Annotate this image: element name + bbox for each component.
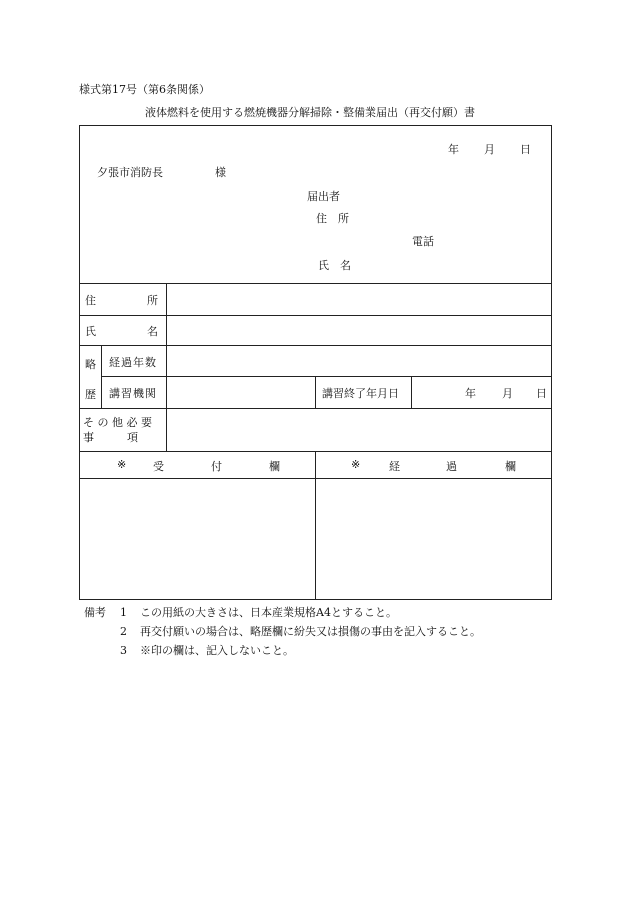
- row-divider: [80, 345, 551, 346]
- row-divider: [101, 376, 551, 377]
- notes: [84, 603, 481, 660]
- application-form: [79, 125, 552, 600]
- applicant-label: 届出者: [307, 190, 340, 203]
- addressee: 夕張市消防長: [97, 166, 163, 179]
- reception-char-1: 受: [153, 460, 164, 473]
- progress-char-3: 欄: [505, 460, 516, 473]
- training-end-date-label: 講習終了年月日: [322, 387, 399, 400]
- note-text: 再交付願いの場合は、略歴欄に紛失又は損傷の事由を記入すること。: [140, 625, 481, 638]
- applicant-address-label: 住 所: [316, 212, 349, 225]
- other-label-line1: そ の 他 必 要: [83, 416, 152, 429]
- date-month-label: 月: [484, 143, 495, 156]
- note-text: この用紙の大きさは、日本産業規格A4とすること。: [140, 606, 397, 619]
- name-label-first: 氏: [85, 325, 96, 338]
- note-text: ※印の欄は、記入しないこと。: [140, 644, 294, 657]
- form-title: 液体燃料を使用する燃焼機器分解掃除・整備業届出（再交付願）書: [145, 106, 475, 119]
- date-year-label: 年: [448, 143, 459, 156]
- history-label-first: 略: [85, 358, 96, 371]
- reception-char-3: 欄: [269, 460, 280, 473]
- training-end-month-label: 月: [502, 387, 513, 400]
- address-label-first: 住: [85, 294, 96, 307]
- applicant-phone-label: 電話: [412, 235, 434, 248]
- reception-char-2: 付: [211, 460, 222, 473]
- row-divider: [80, 315, 551, 316]
- other-label-line2: 事 項: [83, 431, 138, 444]
- address-label-second: 所: [147, 294, 158, 307]
- name-label-second: 名: [147, 325, 158, 338]
- note-number: 2: [120, 625, 127, 638]
- column-divider: [315, 376, 316, 408]
- progress-char-2: 過: [446, 460, 457, 473]
- column-divider: [411, 376, 412, 408]
- date-day-label: 日: [520, 143, 531, 156]
- note-item: [84, 603, 481, 622]
- progress-char-1: 経: [389, 460, 400, 473]
- applicant-name-label: 氏 名: [318, 259, 351, 272]
- training-end-year-label: 年: [465, 387, 476, 400]
- addressee-suffix: 様: [215, 166, 226, 179]
- row-divider: [80, 283, 551, 284]
- form-number: 様式第17号（第6条関係）: [79, 83, 210, 96]
- reception-mark: ※: [117, 458, 127, 471]
- years-elapsed-label: 経過年数: [109, 356, 157, 369]
- training-institution-label: 講習機関: [109, 387, 157, 400]
- row-divider: [80, 408, 551, 409]
- note-number: 3: [120, 644, 127, 657]
- progress-mark: ※: [351, 458, 361, 471]
- column-divider: [315, 451, 316, 599]
- notes-heading: 備考: [84, 606, 106, 619]
- column-divider: [101, 345, 102, 408]
- note-number: 1: [120, 606, 127, 619]
- note-item: [84, 641, 481, 660]
- column-divider: [166, 283, 167, 451]
- training-end-day-label: 日: [536, 387, 547, 400]
- note-item: [84, 622, 481, 641]
- history-label-second: 歴: [85, 388, 96, 401]
